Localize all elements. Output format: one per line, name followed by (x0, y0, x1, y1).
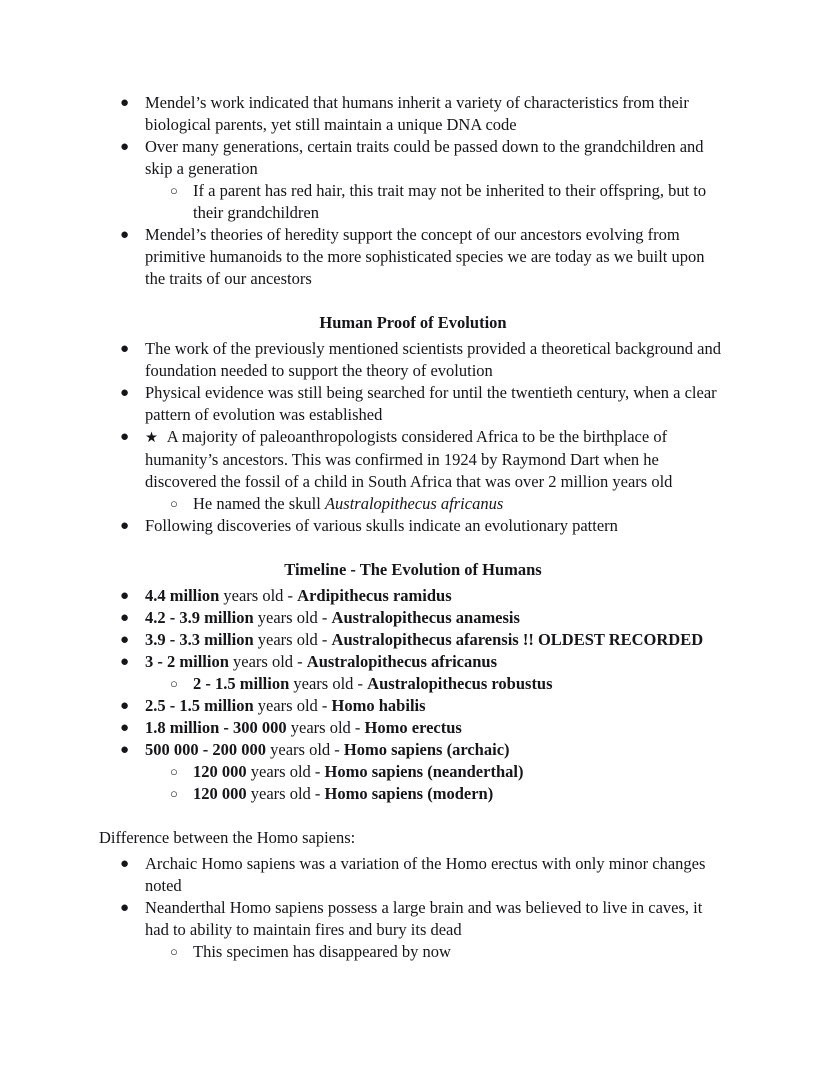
timeline-entry (99, 673, 727, 695)
star-icon: ★ (145, 430, 159, 446)
intro-sub-bullet-list (99, 180, 727, 224)
timeline-entry (99, 695, 727, 717)
timeline-entry-age: 500 000 - 200 000 (145, 740, 266, 759)
timeline-entry-age: 120 000 (193, 784, 247, 803)
timeline-entry-separator: years old - (266, 740, 344, 759)
document-content (99, 92, 727, 963)
difference-lead-in: Difference between the Homo sapiens: (99, 828, 356, 847)
list-item (99, 180, 727, 224)
section-spacer (99, 290, 727, 312)
timeline-entry (99, 629, 727, 651)
list-item-text: Following discoveries of various skulls indicate an evolutionary pattern (145, 516, 618, 535)
timeline-entry-age: 3 - 2 million (145, 652, 229, 671)
bullet-circle-icon: ○ (170, 944, 178, 959)
timeline-entry-age: 2.5 - 1.5 million (145, 696, 254, 715)
timeline-entry-species: Australopithecus afarensis !! OLDEST RECORDED (331, 630, 704, 649)
bullet-disc-icon: ● (120, 632, 130, 648)
timeline-entry-species: Homo erectus (364, 718, 462, 737)
list-item (99, 941, 727, 963)
timeline-entry-species: Homo sapiens (neanderthal) (324, 762, 524, 781)
timeline-sublist (99, 673, 727, 695)
difference-sub-bullet-list (99, 941, 727, 963)
species-name-italic: Australopithecus africanus (324, 494, 504, 513)
bullet-disc-icon: ● (120, 856, 130, 872)
timeline-entry-separator: years old - (253, 608, 332, 627)
intro-bullet-list-cont (99, 224, 727, 290)
list-item (99, 493, 727, 515)
bullet-circle-icon: ○ (170, 786, 178, 801)
list-item-text: Physical evidence was still being searched for until the twentieth century, when a clear pattern of evolution was established (145, 383, 717, 424)
timeline-entry (99, 585, 727, 607)
difference-bullet-list (99, 853, 727, 941)
section-spacer (99, 805, 727, 827)
timeline-entry-separator: years old - (253, 696, 332, 715)
timeline-entry (99, 739, 727, 761)
timeline-entry (99, 717, 727, 739)
list-item-text: The work of the previously mentioned scientists provided a theoretical background and foundation needed to support the theory of evolution (145, 339, 721, 380)
bullet-disc-icon: ● (120, 518, 130, 534)
list-item-text: This specimen has disappeared by now (193, 942, 451, 961)
list-item-text: Over many generations, certain traits could be passed down to the grandchildren and skip a generation (145, 137, 704, 178)
timeline-entry-species: Australopithecus robustus (367, 674, 553, 693)
timeline-entry-age: 120 000 (193, 762, 247, 781)
bullet-disc-icon: ● (120, 654, 130, 670)
list-item-text: Mendel’s theories of heredity support the concept of our ancestors evolving from primitive humanoids to the more sophisticated species we are today as we built upon the traits of our ancestors (145, 225, 705, 288)
section-heading-human-proof: Human Proof of Evolution (319, 313, 507, 332)
timeline-entry-species: Australopithecus africanus (306, 652, 498, 671)
timeline-entry-separator: years old - (246, 762, 325, 781)
timeline-sublist (99, 761, 727, 805)
list-item (99, 224, 727, 290)
list-item-text: A majority of paleoanthropologists considered Africa to be the birthplace of humanity’s ancestors. This was confirmed in 1924 by Raymond Dart when he discovered the fossil of a child in South Africa that was over 2 million years old (145, 427, 673, 491)
bullet-disc-icon: ● (120, 610, 130, 626)
bullet-disc-icon: ● (120, 588, 130, 604)
bullet-disc-icon: ● (120, 698, 130, 714)
bullet-circle-icon: ○ (170, 183, 178, 198)
timeline-entry (99, 761, 727, 783)
list-item-text: Neanderthal Homo sapiens possess a large brain and was believed to live in caves, it had to ability to maintain fires and bury its dead (145, 898, 703, 939)
bullet-disc-icon: ● (120, 139, 130, 155)
timeline-entry (99, 607, 727, 629)
timeline-entry-age: 4.4 million (145, 586, 220, 605)
timeline-entry-separator: years old - (228, 652, 307, 671)
timeline-entry-separator: years old - (289, 674, 368, 693)
timeline-entry-species: Australopithecus anamesis (331, 608, 520, 627)
bullet-disc-icon: ● (120, 720, 130, 736)
timeline-entry-separator: years old - (253, 630, 332, 649)
timeline-sublist (99, 585, 727, 673)
timeline-entry-age: 3.9 - 3.3 million (145, 630, 254, 649)
list-item (99, 136, 727, 180)
bullet-disc-icon: ● (120, 341, 130, 357)
timeline-entry-separator: years old - (219, 586, 298, 605)
human-proof-sub-bullet-list (99, 493, 727, 515)
bullet-circle-icon: ○ (170, 676, 178, 691)
section-heading-timeline: Timeline - The Evolution of Humans (284, 560, 542, 579)
bullet-circle-icon: ○ (170, 496, 178, 511)
bullet-circle-icon: ○ (170, 764, 178, 779)
timeline-sublist (99, 695, 727, 761)
list-item-text: Archaic Homo sapiens was a variation of the Homo erectus with only minor changes noted (145, 854, 706, 895)
bullet-disc-icon: ● (120, 900, 130, 916)
timeline-entry (99, 651, 727, 673)
timeline-list (99, 585, 727, 805)
list-item (99, 897, 727, 941)
timeline-entry-species: Ardipithecus ramidus (297, 586, 452, 605)
bullet-disc-icon: ● (120, 227, 130, 243)
list-item-starred (99, 426, 727, 493)
list-item (99, 338, 727, 382)
human-proof-bullet-list-cont (99, 515, 727, 537)
human-proof-bullet-list (99, 338, 727, 493)
timeline-entry-species: Homo habilis (331, 696, 426, 715)
timeline-entry-age: 4.2 - 3.9 million (145, 608, 254, 627)
bullet-disc-icon: ● (120, 385, 130, 401)
list-item-text: He named the skull (193, 494, 325, 513)
timeline-entry-separator: years old - (286, 718, 365, 737)
section-spacer (99, 537, 727, 559)
list-item (99, 853, 727, 897)
timeline-entry-age: 1.8 million - 300 000 (145, 718, 287, 737)
list-item (99, 515, 727, 537)
timeline-entry (99, 783, 727, 805)
timeline-entry-separator: years old - (246, 784, 325, 803)
timeline-entry-species: Homo sapiens (archaic) (343, 740, 510, 759)
list-item (99, 92, 727, 136)
timeline-entry-species: Homo sapiens (modern) (324, 784, 494, 803)
bullet-disc-icon: ● (120, 95, 130, 111)
list-item-text: If a parent has red hair, this trait may not be inherited to their offspring, but to their grandchildren (193, 181, 707, 222)
bullet-disc-icon: ● (120, 429, 130, 445)
bullet-disc-icon: ● (120, 742, 130, 758)
intro-bullet-list (99, 92, 727, 180)
list-item-text: Mendel’s work indicated that humans inherit a variety of characteristics from their biological parents, yet still maintain a unique DNA code (145, 93, 689, 134)
timeline-entry-age: 2 - 1.5 million (193, 674, 290, 693)
list-item (99, 382, 727, 426)
